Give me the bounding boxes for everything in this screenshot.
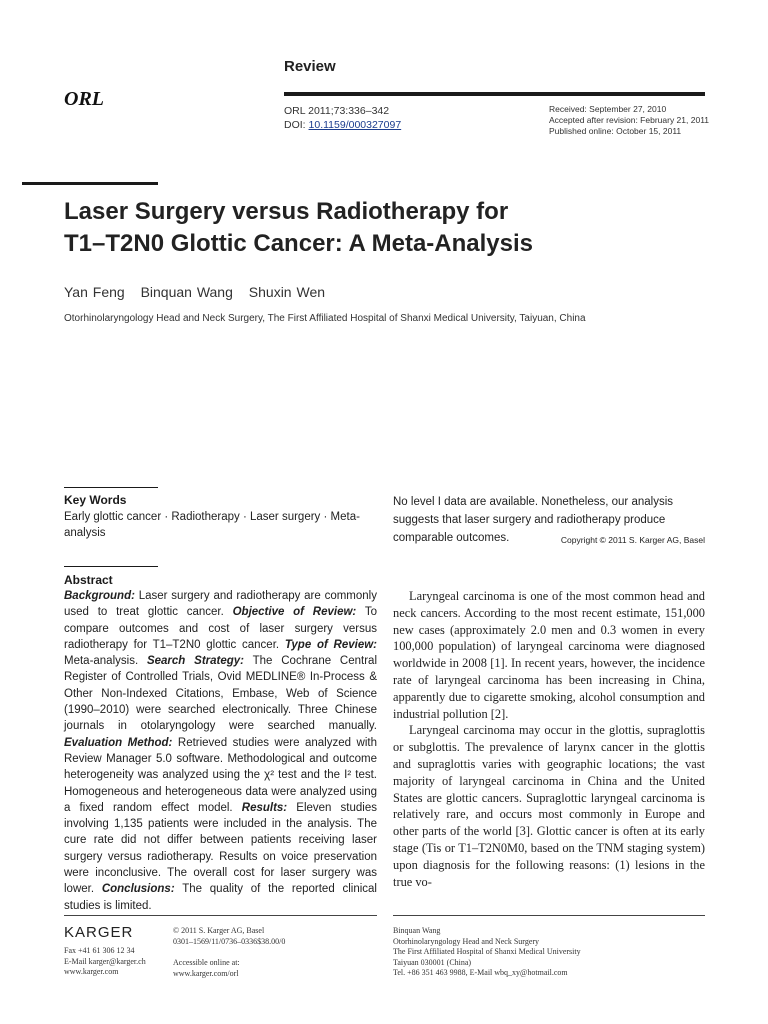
publisher-website[interactable]: www.karger.com bbox=[64, 967, 119, 976]
introduction bbox=[393, 588, 705, 890]
abstract-text: The Cochrane Central Register of Controlled Trials, Ovid MEDLINE® In-Process & Other Non-Indexed Citations, Embase, Web of Science (1990–2010) were searched electronically. Three Chinese journals in otolaryngology were searched manually. bbox=[64, 655, 377, 733]
abstract-text: The quality of the reported clinical studies is limited. bbox=[64, 883, 377, 912]
journal-logo: ORL bbox=[64, 88, 104, 110]
citation-block bbox=[284, 104, 401, 132]
publisher-email[interactable]: E-Mail karger@karger.ch bbox=[64, 956, 146, 966]
intro-paragraph: Laryngeal carcinoma is one of the most common head and neck cancers. According to the most recent estimate, 151,000 new cases (approximately 2.0 men and 0.3 women in every 100,000 population) of laryngeal carcinoma were diagnosed worldwide in 2008 [1]. In recent years, however, the incidence rate of laryngeal carcinoma has been increasing in China, apparently due to cigarette smoking, alcohol consumption and industrial pollution [2]. bbox=[393, 589, 705, 721]
intro-paragraph: Laryngeal carcinoma may occur in the glottis, supraglottis or subglottis. The prevalence of larynx cancer in the glottis and supraglottis varies with geographic locations; the vast majority of laryngeal carcinoma in China and the United States are glottic cancers. Supraglottic laryngeal carcinoma is relatively rare, and occurs most commonly in Europe and other parts of the world [3]. Glottic cancer is often at its early stage (Tis or T1–T2N0M0, based on the TNM staging system) upon diagnosis for the following reasons: (1) lesions in the true vo- bbox=[393, 723, 705, 889]
received-date: Received: September 27, 2010 bbox=[549, 104, 667, 114]
abstract-label: Background: bbox=[64, 590, 135, 602]
abstract-text: Laser surgery and radiotherapy are commonly used to treat glottic cancer. bbox=[64, 590, 377, 619]
published-date: Published online: October 15, 2011 bbox=[549, 126, 682, 136]
corr-contact: Tel. +86 351 463 9988, E-Mail wbq_xy@hotmail.com bbox=[393, 968, 568, 977]
article-title bbox=[64, 196, 704, 260]
abstract-conclusion-text: No level I data are available. Nonetheless, our analysis suggests that laser surgery and radiotherapy produce comparable outcomes. bbox=[393, 496, 673, 544]
doi-line bbox=[284, 118, 401, 132]
abstract-text: Retrieved studies were analyzed with Review Manager 5.0 software. Methodological and outcome heterogeneity was analyzed using the χ² test and the I² test. Homogeneous and heterogeneous data were analyzed using a fixed random effect model. bbox=[64, 736, 377, 814]
footer-rule bbox=[393, 915, 705, 916]
corr-institution: The First Affiliated Hospital of Shanxi Medical University bbox=[393, 947, 581, 956]
title-rule bbox=[22, 182, 158, 185]
accepted-date: Accepted after revision: February 21, 2011 bbox=[549, 115, 710, 125]
abstract-label: Objective of Review: bbox=[232, 606, 357, 619]
abstract-label: Evaluation Method: bbox=[64, 736, 173, 749]
corr-city: Taiyuan 030001 (China) bbox=[393, 957, 472, 967]
corr-name: Binquan Wang bbox=[393, 926, 441, 935]
title-line-2: T1–T2N0 Glottic Cancer: A Meta-Analysis bbox=[64, 230, 534, 257]
keywords-rule bbox=[64, 487, 158, 488]
author: Shuxin Wen bbox=[248, 284, 326, 300]
abstract-text: Meta-analysis. bbox=[64, 655, 147, 668]
abstract-label: Type of Review: bbox=[284, 638, 377, 651]
section-label: Review bbox=[284, 58, 336, 75]
publisher-contact bbox=[64, 946, 146, 978]
abstract-heading: Abstract bbox=[64, 573, 113, 587]
online-access bbox=[173, 958, 240, 979]
issn-line: 0301–1569/11/0736–0336$38.00/0 bbox=[173, 936, 286, 946]
access-label: Accessible online at: bbox=[173, 958, 240, 967]
abstract-rule bbox=[64, 566, 158, 567]
fax-number: Fax +41 61 306 12 34 bbox=[64, 946, 135, 955]
abstract-label: Conclusions: bbox=[101, 883, 175, 896]
copyright-line: © 2011 S. Karger AG, Basel bbox=[173, 926, 265, 935]
author-list bbox=[64, 284, 336, 300]
abstract-body bbox=[64, 588, 377, 914]
title-line-1: Laser Surgery versus Radiotherapy for bbox=[64, 198, 509, 225]
dates-block bbox=[549, 104, 709, 137]
access-url[interactable]: www.karger.com/orl bbox=[173, 968, 239, 978]
footer-rule bbox=[64, 915, 377, 916]
corr-department: Otorhinolaryngology Head and Neck Surgery bbox=[393, 936, 540, 946]
doi-link[interactable]: 10.1159/000327097 bbox=[308, 119, 402, 131]
copyright-block bbox=[173, 926, 285, 947]
author: Yan Feng bbox=[64, 284, 125, 300]
publisher-logo: KARGER bbox=[64, 924, 134, 941]
keywords-text: Early glottic cancer · Radiotherapy · Laser surgery · Meta-analysis bbox=[64, 511, 360, 539]
correspondence bbox=[393, 926, 581, 979]
abstract-conclusion bbox=[393, 493, 705, 549]
abstract-text: To compare outcomes and cost of laser surgery versus radiotherapy for T1–T2N0 glottic cancer. bbox=[64, 606, 377, 651]
abstract-label: Search Strategy: bbox=[146, 655, 244, 668]
abstract-text: Eleven studies involving 1,135 patients were included in the analysis. The cure rate did not differ between patients receiving laser surgery versus radiotherapy. Results on voice preservation were inconclusive. The overall cost for laser surgery was lower. bbox=[64, 801, 377, 896]
citation: ORL 2011;73:336–342 bbox=[284, 105, 390, 117]
affiliation: Otorhinolaryngology Head and Neck Surgery, The First Affiliated Hospital of Shanxi Medical University, Taiyuan, China bbox=[64, 313, 586, 324]
header-rule bbox=[284, 92, 705, 96]
abstract-label: Results: bbox=[241, 801, 288, 814]
author: Binquan Wang bbox=[140, 284, 233, 300]
keywords-heading: Key Words bbox=[64, 493, 127, 507]
doi-prefix: DOI: bbox=[284, 119, 309, 131]
abstract-copyright: Copyright © 2011 S. Karger AG, Basel bbox=[560, 535, 705, 545]
